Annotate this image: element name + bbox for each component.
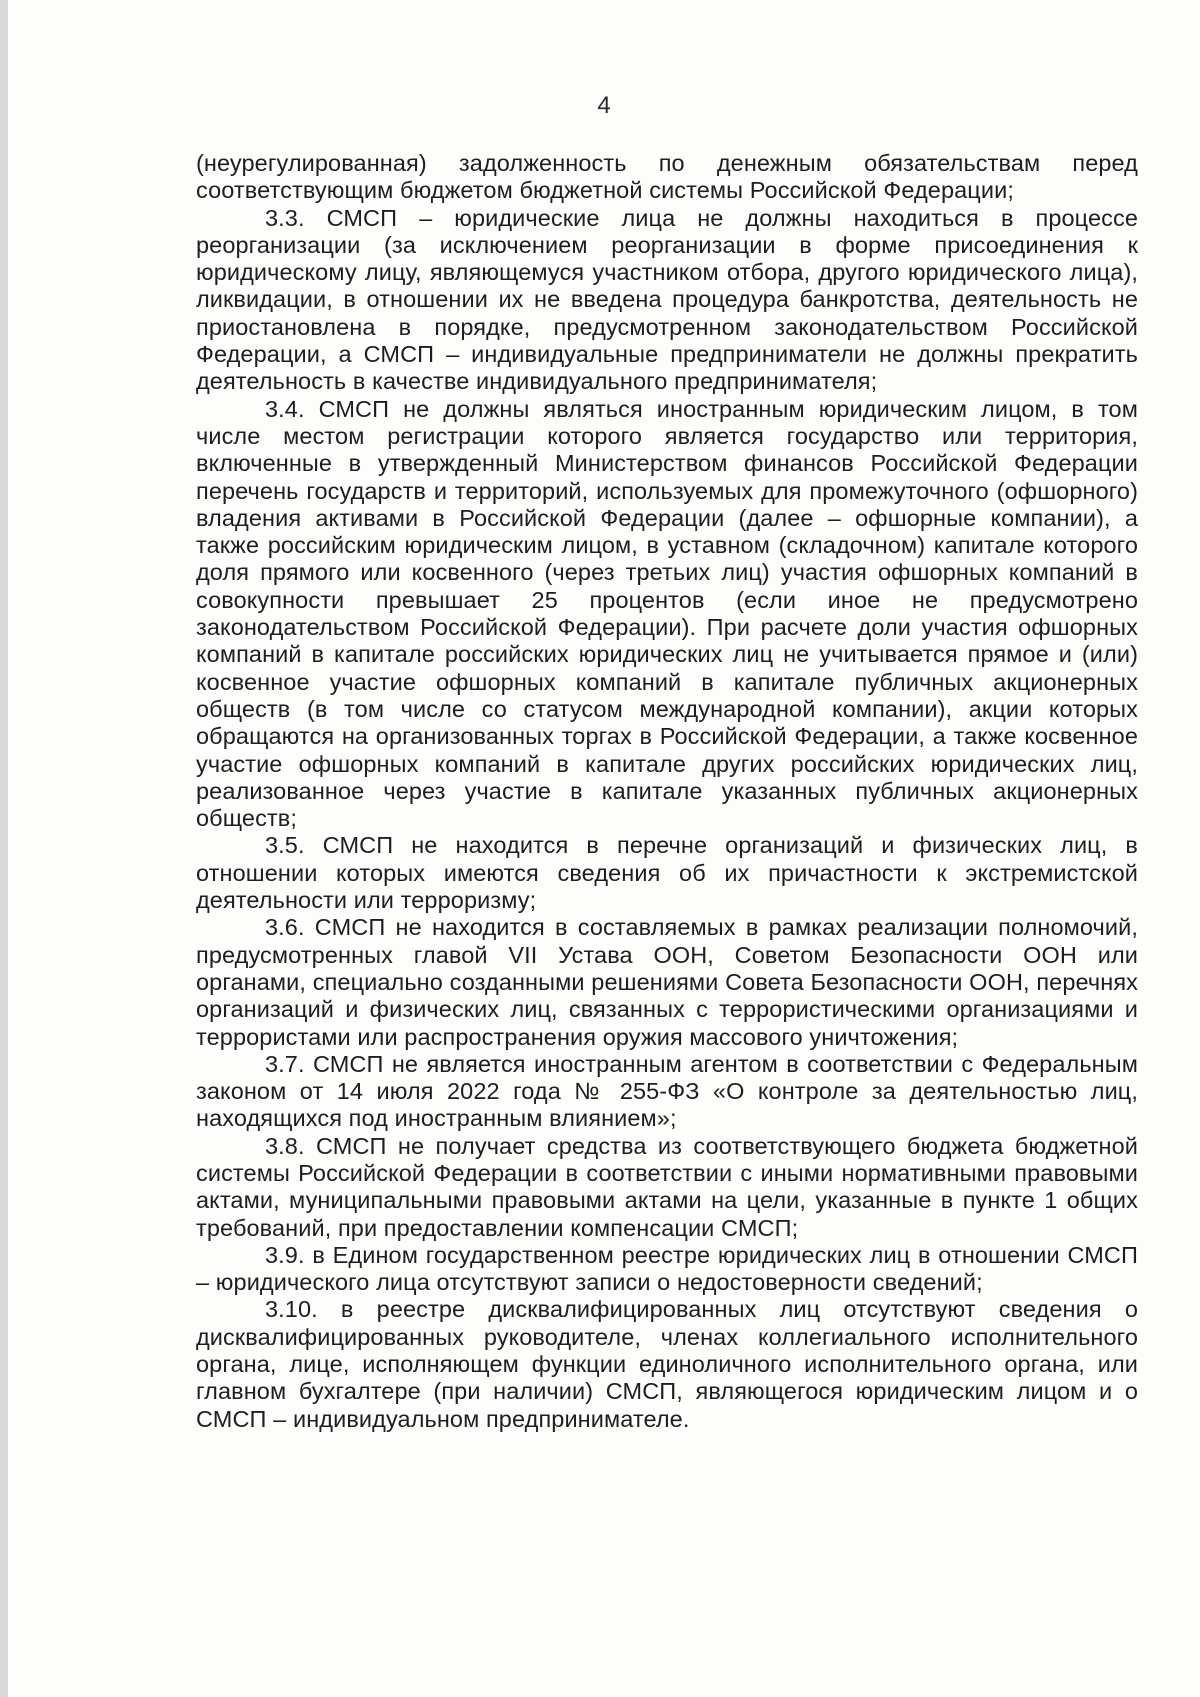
- paragraph-3-4: 3.4. СМСП не должны являться иностранным юридическим лицом, в том числе местом регистрации которого является государство или территория, включенные в утвержденный Министерством финансов Российской Федерации перечень государств и территорий, используемых для промежуточного (офшорного) владения активами в Российской Федерации (далее – офшорные компании), а также российским юридическим лицом, в уставном (складочном) капитале которого доля прямого или косвенного (через третьих лиц) участия офшорных компаний в совокупности превышает 25 процентов (если иное не предусмотрено законодательством Российской Федерации). При расчете доли участия офшорных компаний в капитале российских юридических лиц не учитывается прямое и (или) косвенное участие офшорных компаний в капитале публичных акционерных обществ (в том числе со статусом международной компании), акции которых обращаются на организованных торгах в Российской Федерации, а также косвенное участие офшорных компаний в капитале других российских юридических лиц, реализованное через участие в капитале указанных публичных акционерных обществ;: [196, 395, 1138, 832]
- paragraph-3-7: 3.7. СМСП не является иностранным агентом в соответствии с Федеральным законом от 14 июля 2022 года № 255-ФЗ «О контроле за деятельностью лиц, находящихся под иностранным влиянием»;: [196, 1050, 1138, 1132]
- paragraph-continuation: (неурегулированная) задолженность по денежным обязательствам перед соответствующим бюджетом бюджетной системы Российской Федерации;: [196, 150, 1138, 204]
- document-body: [196, 150, 1138, 1433]
- paragraph-3-9: 3.9. в Едином государственном реестре юридических лиц в отношении СМСП – юридического лица отсутствуют записи о недостоверности сведений;: [196, 1241, 1138, 1296]
- paragraph-3-8: 3.8. СМСП не получает средства из соответствующего бюджета бюджетной системы Российской Федерации в соответствии с иными нормативными правовыми актами, муниципальными правовыми актами на цели, указанные в пункте 1 общих требований, при предоставлении компенсации СМСП;: [196, 1132, 1138, 1241]
- document-page: [8, 0, 1200, 1697]
- paragraph-3-5: 3.5. СМСП не находится в перечне организаций и физических лиц, в отношении которых имеются сведения об их причастности к экстремистской деятельности или терроризму;: [196, 832, 1138, 914]
- paragraph-3-10: 3.10. в реестре дисквалифицированных лиц отсутствуют сведения о дисквалифицированных руководителе, членах коллегиального исполнительного органа, лице, исполняющем функции единоличного исполнительного органа, или главном бухгалтере (при наличии) СМСП, являющегося юридическим лицом и о СМСП – индивидуальном предпринимателе.: [196, 1296, 1138, 1432]
- paragraph-3-6: 3.6. СМСП не находится в составляемых в рамках реализации полномочий, предусмотренных главой VII Устава ООН, Советом Безопасности ООН или органами, специально созданными решениями Совета Безопасности ООН, перечнях организаций и физических лиц, связанных с террористическими организациями и террористами или распространения оружия массового уничтожения;: [196, 914, 1138, 1050]
- page-number: 4: [597, 92, 611, 119]
- paragraph-3-3: 3.3. СМСП – юридические лица не должны находиться в процессе реорганизации (за исключением реорганизации в форме присоединения к юридическому лицу, являющемуся участником отбора, другого юридического лица), ликвидации, в отношении их не введена процедура банкротства, деятельность не приостановлена в порядке, предусмотренном законодательством Российской Федерации, а СМСП – индивидуальные предприниматели не должны прекратить деятельность в качестве индивидуального предпринимателя;: [196, 204, 1138, 395]
